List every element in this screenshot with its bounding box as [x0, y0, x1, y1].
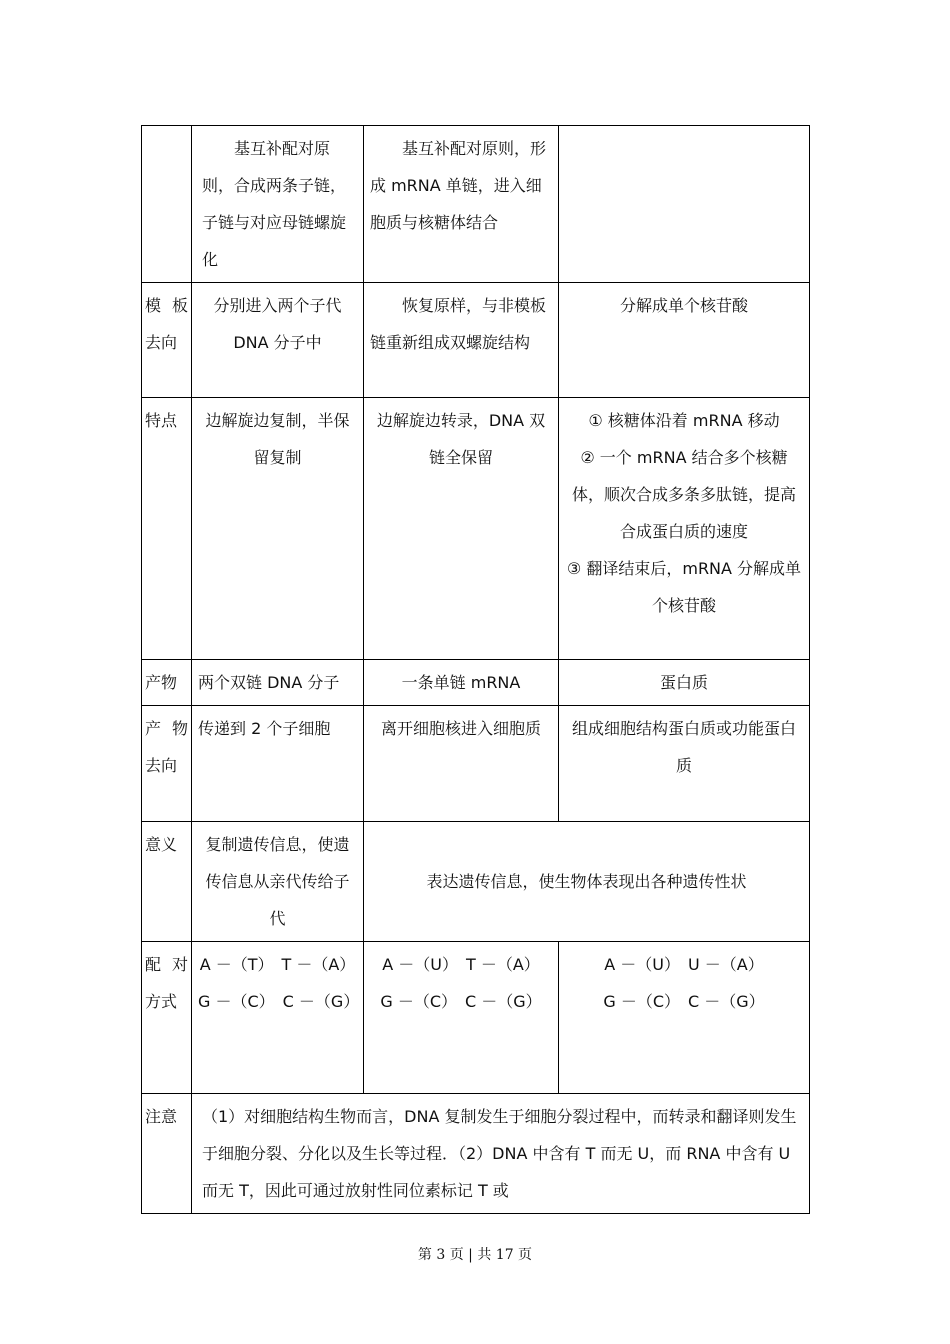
row-label-cell: 模板去向	[142, 283, 192, 398]
row-label-cell: 产物去向	[142, 706, 192, 822]
table-row	[142, 706, 810, 822]
table-cell: 蛋白质	[559, 660, 810, 706]
table-cell: 两个双链 DNA 分子	[192, 660, 364, 706]
table-cell: 边解旋边转录，DNA 双链全保留	[364, 398, 559, 660]
table-cell	[559, 942, 810, 1094]
row-label-cell: 意义	[142, 822, 192, 942]
table-cell: 一条单链 mRNA	[364, 660, 559, 706]
table-cell	[559, 398, 810, 660]
table-cell	[192, 942, 364, 1094]
table-row	[142, 942, 810, 1094]
table-cell: 恢复原样，与非模板链重新组成双螺旋结构	[364, 283, 559, 398]
pairing-rule: A －（U） U －（A）	[604, 955, 764, 974]
pairing-rule: G －（C） C －（G）	[198, 992, 360, 1011]
table-cell: （1）对细胞结构生物而言，DNA 复制发生于细胞分裂过程中，而转录和翻译则发生 于细胞分裂、分化以及生长等过程．（2）DNA 中含有 T 而无 U，而 RNA 中含有 U 而无 T，因此可通过放射性同位素标记 T 或	[192, 1094, 810, 1214]
row-label-cell: 配对方式	[142, 942, 192, 1094]
table-cell: 基互补配对原则，合成两条子链，子链与对应母链螺旋化	[192, 126, 364, 283]
table-cell	[364, 942, 559, 1094]
table-cell: 复制遗传信息，使遗传信息从亲代传给子代	[192, 822, 364, 942]
feature-item: ③ 翻译结束后，mRNA 分解成单个核苷酸	[566, 559, 802, 615]
pairing-rule: A －（U） T －（A）	[382, 955, 540, 974]
feature-item: ① 核糖体沿着 mRNA 移动	[588, 411, 780, 430]
table-row	[142, 126, 810, 283]
table-cell: 传递到 2 个子细胞	[192, 706, 364, 822]
pairing-rule: A －（T） T －（A）	[199, 955, 356, 974]
table-cell: 离开细胞核进入细胞质	[364, 706, 559, 822]
row-label-cell: 产物	[142, 660, 192, 706]
table-row	[142, 1094, 810, 1214]
comparison-table	[141, 125, 810, 1214]
row-label-cell	[142, 126, 192, 283]
table-cell: 边解旋边复制，半保留复制	[192, 398, 364, 660]
table-cell	[559, 126, 810, 283]
row-label-cell: 注意	[142, 1094, 192, 1214]
table-cell: 基互补配对原则，形成 mRNA 单链，进入细胞质与核糖体结合	[364, 126, 559, 283]
table-row	[142, 822, 810, 942]
feature-item: ② 一个 mRNA 结合多个核糖体，顺次合成多条多肽链，提高合成蛋白质的速度	[571, 448, 796, 541]
table-cell: 表达遗传信息，使生物体表现出各种遗传性状	[364, 822, 810, 942]
table-row	[142, 660, 810, 706]
table-row	[142, 398, 810, 660]
table-cell: 分别进入两个子代 DNA 分子中	[192, 283, 364, 398]
pairing-rule: G －（C） C －（G）	[380, 992, 542, 1011]
pairing-rule: G －（C） C －（G）	[603, 992, 765, 1011]
table-cell: 组成细胞结构蛋白质或功能蛋白质	[559, 706, 810, 822]
table-row	[142, 283, 810, 398]
table-cell: 分解成单个核苷酸	[559, 283, 810, 398]
row-label-cell: 特点	[142, 398, 192, 660]
page-footer: 第 3 页 | 共 17 页	[417, 1247, 533, 1263]
